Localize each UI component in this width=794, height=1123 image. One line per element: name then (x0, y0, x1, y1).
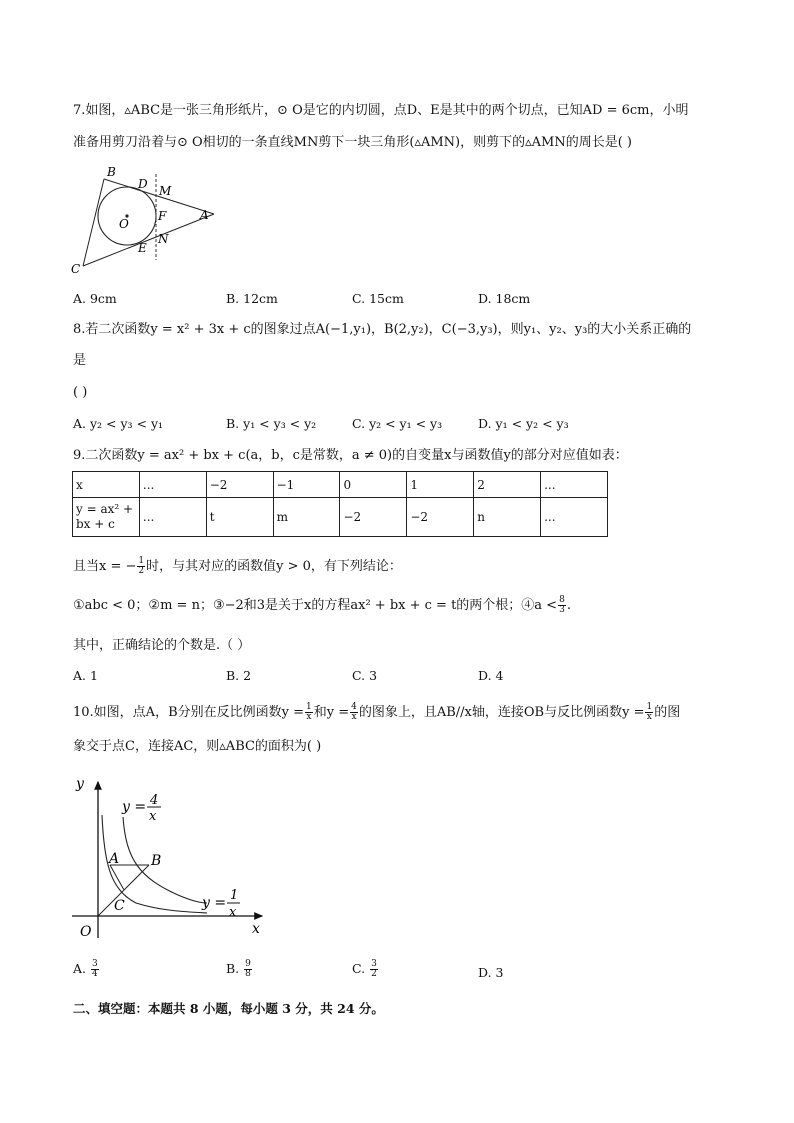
q9-condition-suffix: 时，与其对应的函数值y > 0，有下列结论： (146, 559, 402, 574)
q10-text-part: 10.如图，点A，B分别在反比例函数y = (73, 705, 304, 720)
q9-conclusions-text: ①abc < 0；②m = n；③−2和3是关于x的方程ax² + bx + c = t的两个根；④a < (73, 598, 558, 613)
fraction-denominator: 3 (559, 605, 565, 615)
section-2-heading: 二、填空题：本题共 8 小题，每小题 3 分，共 24 分。 (73, 1001, 384, 1016)
q10-fraction-4-over-x (350, 703, 358, 722)
q7-figure (66, 160, 226, 280)
q10-curve-label-4x-num: 4 (150, 793, 159, 808)
table-cell-line: y = ax² + (76, 502, 134, 516)
q10-curve-label-1x-num: 1 (230, 888, 239, 903)
q10-label-o: O (80, 924, 92, 940)
q7-label-c: C (71, 262, 81, 276)
q9-stem-line1: 9.二次函数y = ax² + bx + c(a，b，c是常数，a ≠ 0)的自变量x与函数值y的部分对应值如表： (73, 448, 628, 463)
table-cell: ... (139, 498, 206, 537)
fraction-denominator: x (306, 712, 312, 722)
q9-value-table (72, 471, 608, 537)
option-fraction (370, 960, 378, 979)
q9-condition (73, 557, 402, 577)
q7-option-a: A. 9cm (73, 291, 117, 306)
fraction-numerator: 3 (92, 959, 98, 969)
table-cell: t (206, 498, 273, 537)
q10-label-b: B (151, 853, 162, 869)
q7-side-ac (83, 214, 214, 266)
q9-option-a: A. 1 (73, 668, 98, 683)
q10-label-y: y (76, 776, 84, 792)
q7-option-d: D. 18cm (478, 291, 531, 306)
q7-label-d: D (138, 177, 148, 191)
fraction-denominator: 2 (371, 969, 377, 979)
table-row-header (73, 498, 140, 537)
q10-text-part: 和y = (313, 705, 350, 720)
q9-option-d: D. 4 (478, 668, 504, 683)
q9-ask: 其中，正确结论的个数是.（ ） (73, 638, 251, 653)
q7-label-o: O (119, 217, 129, 231)
table-cell: ... (541, 498, 608, 537)
q10-curve-label-4x-lhs: y = (122, 799, 147, 815)
q10-text-part: 的图象上，且AB//x轴，连接OB与反比例函数y = (358, 705, 645, 720)
q8-stem-line3: ( ) (73, 385, 88, 400)
fraction-numerator: 3 (371, 959, 377, 969)
q7-option-c: C. 15cm (352, 291, 404, 306)
q10-stem-line2: 象交于点C，连接AC，则▵ABC的面积为( ) (73, 739, 322, 754)
q10-option-b (226, 960, 253, 979)
table-cell: 2 (474, 472, 541, 498)
table-cell: ... (541, 472, 608, 498)
table-row (73, 472, 608, 498)
q7-label-b: B (107, 165, 116, 179)
fraction-numerator: 1 (646, 702, 653, 712)
q10-label-x: x (252, 921, 260, 937)
q7-stem-line2: 准备用剪刀沿着与⊙ O相切的一条直线MN剪下一块三角形(▵AMN)，则剪下的▵AMN的周长是( ) (73, 135, 632, 150)
option-fraction (244, 960, 252, 979)
q9-condition-fraction (137, 557, 145, 576)
table-cell: x (73, 472, 140, 498)
table-cell: −1 (273, 472, 340, 498)
table-cell: 1 (407, 472, 474, 498)
q7-label-f: F (158, 209, 167, 223)
table-cell-line: bx + c (76, 517, 115, 531)
q8-stem-line2: 是 (73, 353, 87, 368)
q10-option-a (73, 960, 100, 979)
table-cell: m (273, 498, 340, 537)
q8-stem-line1: 8.若二次函数y = x² + 3x + c的图象过点A(−1,y₁)，B(2,y₂)，C(−3,y₃)，则y₁、y₂、y₃的大小关系正确的 (73, 322, 692, 337)
q10-option-d (478, 965, 504, 980)
q10-label-a: A (109, 851, 120, 867)
q10-curve-label-1x-den: x (229, 905, 237, 920)
q10-fraction-1-over-x (645, 703, 653, 722)
fraction-numerator: 1 (306, 702, 312, 712)
q9-option-b: B. 2 (226, 668, 252, 683)
q8-option-d: D. y₁ < y₂ < y₃ (478, 416, 569, 431)
q9-conclusions-end: . (566, 598, 571, 613)
option-prefix: C. (352, 961, 366, 976)
option-prefix: B. (226, 961, 240, 976)
table-cell: −2 (206, 472, 273, 498)
q7-label-m: M (159, 184, 172, 198)
fraction-numerator: 8 (559, 595, 565, 605)
q8-option-a: A. y₂ < y₃ < y₁ (73, 416, 164, 431)
fraction-denominator: 2 (138, 566, 145, 576)
q7-side-bc (83, 179, 104, 266)
table-cell: 0 (340, 472, 407, 498)
option-value: 3 (495, 965, 504, 980)
q10-text-part: 的图 (654, 705, 681, 720)
q9-option-c: C. 3 (352, 668, 378, 683)
fraction-denominator: 4 (92, 969, 98, 979)
option-prefix: D. (478, 965, 492, 980)
q10-fraction-1-over-x (305, 703, 313, 722)
q9-conclusion-fraction (558, 596, 566, 615)
fraction-numerator: 4 (351, 702, 357, 712)
q10-stem-line1 (73, 703, 680, 723)
fraction-denominator: x (351, 712, 357, 722)
fraction-denominator: 8 (245, 969, 251, 979)
q10-curve-label-1x-lhs: y = (202, 895, 227, 911)
q8-option-b: B. y₁ < y₃ < y₂ (226, 416, 317, 431)
q10-option-c (352, 960, 379, 979)
table-cell: ... (139, 472, 206, 498)
table-cell: n (474, 498, 541, 537)
table-row (73, 498, 608, 537)
option-fraction (91, 960, 99, 979)
q9-condition-prefix: 且当x = − (73, 559, 137, 574)
q7-label-n: N (158, 232, 169, 246)
q9-conclusions (73, 596, 571, 616)
q10-figure (66, 768, 276, 943)
q7-label-e: E (138, 241, 147, 255)
fraction-numerator: 1 (138, 556, 145, 566)
q7-stem-line1: 7.如图，▵ABC是一张三角形纸片，⊙ O是它的内切圆，点D、E是其中的两个切点，已知AD = 6cm，小明 (73, 103, 689, 118)
q7-option-b: B. 12cm (226, 291, 278, 306)
q10-curve-4-over-x (123, 817, 207, 903)
q8-option-c: C. y₂ < y₁ < y₃ (352, 416, 443, 431)
q10-label-c: C (114, 898, 125, 914)
option-prefix: A. (73, 961, 87, 976)
q10-curve-label-4x-den: x (149, 809, 157, 824)
table-cell: −2 (407, 498, 474, 537)
fraction-numerator: 9 (245, 959, 251, 969)
q7-label-a: A (200, 208, 209, 222)
table-cell: −2 (340, 498, 407, 537)
fraction-denominator: x (646, 712, 652, 722)
